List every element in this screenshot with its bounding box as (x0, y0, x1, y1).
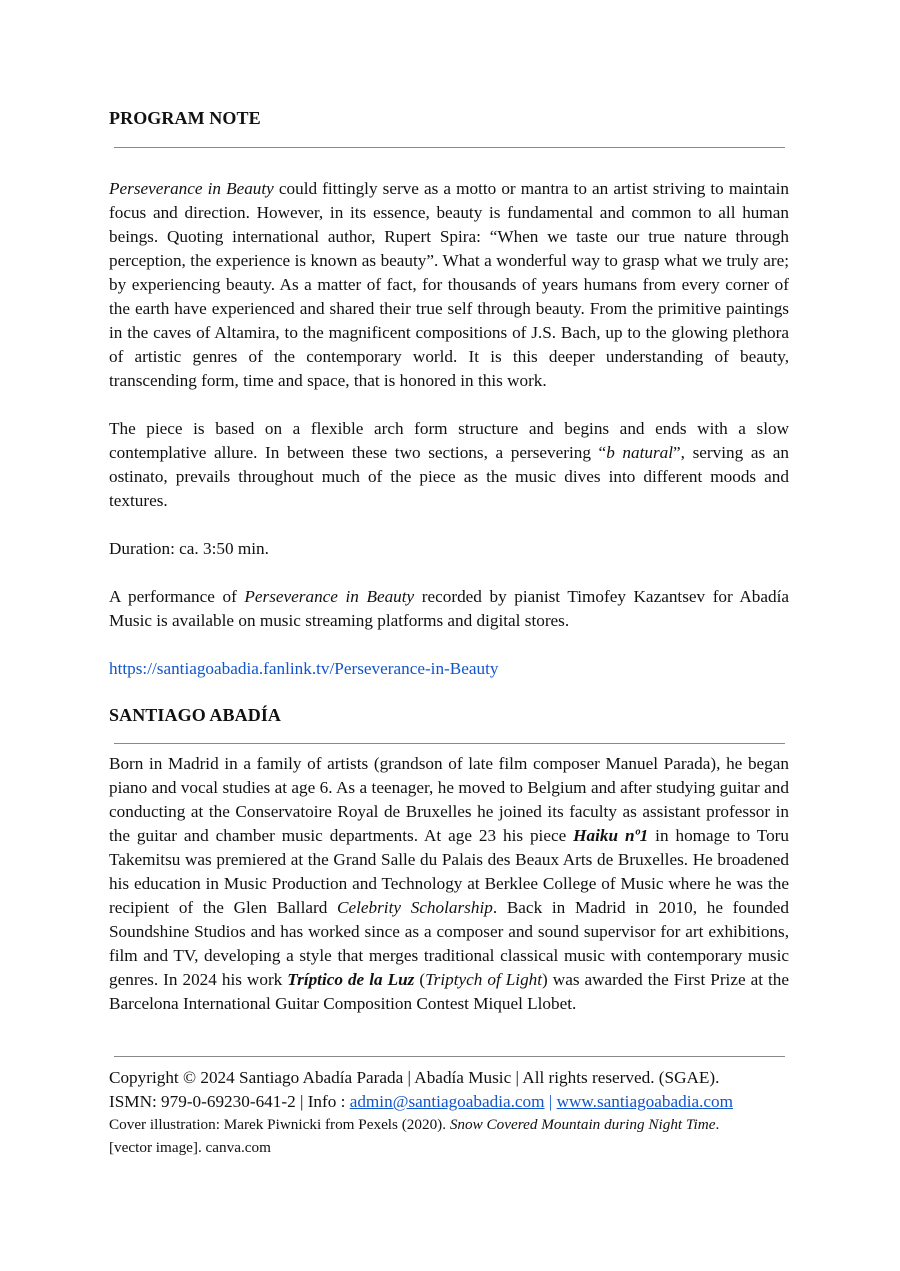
duration-text: Duration: ca. 3:50 min. (109, 539, 269, 558)
bio-heading: SANTIAGO ABADÍA (109, 705, 282, 725)
paragraph-text: Born in Madrid in a family of artists (grandson of late film composer Manuel Parada), he began piano and vocal studies at age 6. As a teenager, he moved to Belgium and after studying guitar and conducting at the Conservatoire Royal de Bruxelles he joined its faculty as assistant professor in the guitar and chamber music departments. At age 23 his piece (109, 754, 789, 845)
separator: | (544, 1092, 557, 1111)
bio-paragraph (109, 752, 789, 1016)
scholarship-name: Celebrity Scholarship (337, 898, 493, 917)
email-link[interactable]: admin@santiagoabadia.com (349, 1092, 545, 1111)
work-title: Perseverance in Beauty (109, 179, 274, 198)
b-natural-term: b natural (606, 443, 674, 462)
paragraph-text: ”, serving as an ostinato, prevails throughout much of the piece as the music dives into different moods and textures. (109, 443, 789, 510)
work-title: Perseverance in Beauty (244, 587, 415, 606)
program-note-paragraph-1 (109, 177, 789, 393)
paragraph-text: A performance of (109, 587, 245, 606)
paragraph-text: in homage to Toru Takemitsu was premiered at the Grand Salle du Palais des Beaux Arts de Bruxelles. He broadened his education in Music Production and Technology at Berklee College of Music where he was the recipient of the Glen Ballard (109, 826, 789, 917)
bio-divider (114, 743, 785, 744)
paragraph-text: . Back in Madrid in 2010, he founded Soundshine Studios and has worked since as a composer and sound supervisor for art exhibitions, film and TV, developing a style that merges traditional classical music with contemporary music genres. In 2024 his work (109, 898, 790, 989)
paragraph-text: ) was awarded the First Prize at the Barcelona International Guitar Composition Contest Miquel Llobet. (109, 970, 789, 1013)
ismn-text: ISMN: 979-0-69230-641-2 | Info : (109, 1092, 350, 1111)
footer-divider (114, 1056, 785, 1057)
paragraph-text: ( (414, 970, 426, 989)
cover-credit-text: Cover illustration: Marek Piwnicki from Pexels (2020). (109, 1116, 450, 1133)
paragraph-text: The piece is based on a flexible arch form structure and begins and ends with a slow contemplative allure. In between these two sections, a persevering “ (109, 419, 789, 462)
website-link[interactable]: www.santiagoabadia.com (556, 1092, 733, 1111)
program-note-heading: PROGRAM NOTE (109, 108, 261, 128)
performance-paragraph (109, 585, 789, 633)
cover-credit-line (109, 1113, 719, 1136)
triptych-title: Triptych of Light (425, 970, 543, 989)
copyright-line: Copyright © 2024 Santiago Abadía Parada | Abadía Music | All rights reserved. (SGAE). (109, 1068, 720, 1087)
streaming-link[interactable]: https://santiagoabadia.fanlink.tv/Perseverance-in-Beauty (109, 659, 499, 678)
cover-credit-suffix: . (715, 1116, 720, 1133)
paragraph-text: recorded by pianist Timofey Kazantsev for Abadía Music is available on music streaming platforms and digital stores. (109, 587, 790, 630)
cover-credit-line-2: [vector image]. canva.com (109, 1139, 271, 1156)
triptico-title: Tríptico de la Luz (287, 970, 415, 989)
program-note-divider (114, 147, 785, 148)
program-note-paragraph-2 (109, 417, 789, 513)
haiku-title: Haiku nº1 (573, 826, 649, 845)
cover-title: Snow Covered Mountain during Night Time (449, 1116, 716, 1133)
paragraph-text: could fittingly serve as a motto or mantra to an artist striving to maintain focus and direction. However, in its essence, beauty is fundamental and common to all human beings. Quoting international author, Rupert Spira: “When we taste our true nature through perception, the experience is known as beauty”. What a wonderful way to grasp what we truly are; by experiencing beauty. As a matter of fact, for thousands of years humans from every corner of the earth have experienced and shared their true self through beauty. From the primitive paintings in the caves of Altamira, to the magnificent compositions of J.S. Bach, up to the glowing plethora of artistic genres of the contemporary world. It is this deeper understanding of beauty, transcending form, time and space, that is honored in this work. (109, 179, 789, 390)
ismn-line (109, 1090, 733, 1114)
